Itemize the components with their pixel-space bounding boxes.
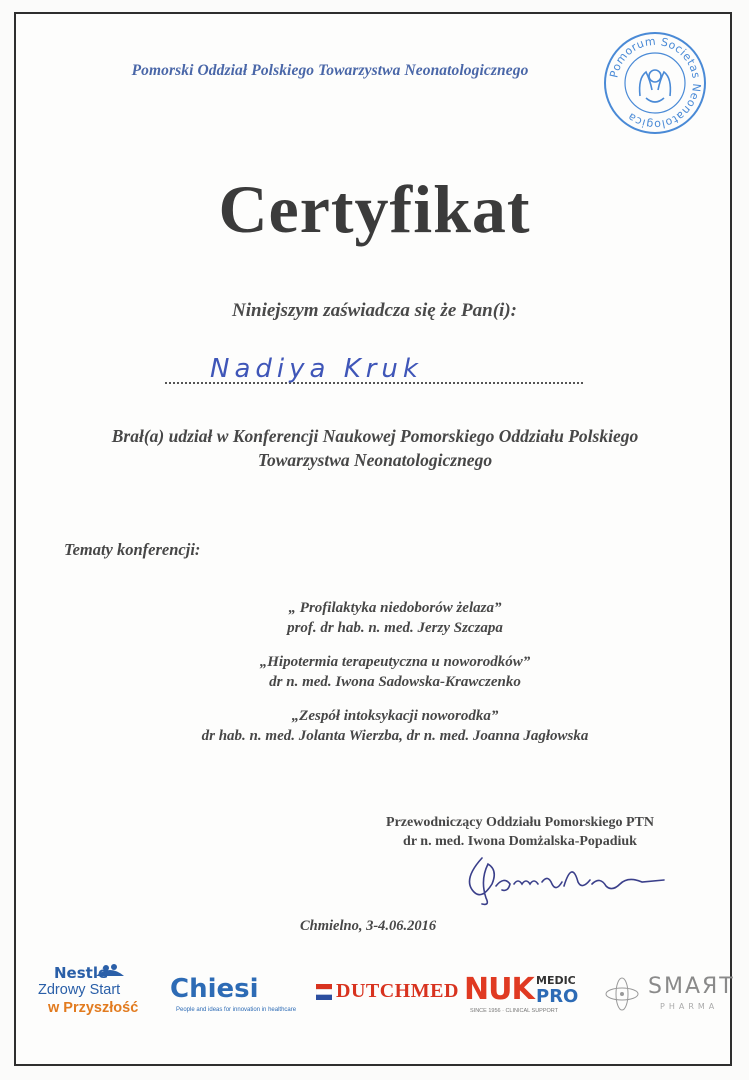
nuk-subtitle: SINCE 1956 · CLINICAL SUPPORT [470,1008,559,1014]
smart-brand: SMAЯT [648,974,735,999]
svg-text:Pomorum Societas Neonatologica [607,35,703,131]
topic-title: „Hipotermia terapeutyczna u noworodków” [259,654,531,670]
topic-title: „ Profilaktyka niedoborów żelaza” [288,600,502,616]
participation-statement [70,424,680,472]
smart-subtitle: PHARMA [660,1002,719,1011]
nuk-pro: PRO [536,986,579,1007]
nuk-medic-pro-logo [464,972,584,1022]
dutchmed-logo [316,980,459,1010]
nestle-line-1: Zdrowy Start [38,982,121,998]
topic-title: „Zespół intoksykacji noworodka” [291,708,499,724]
certify-intro: Niniejszym zaświadcza się że Pan(i): [232,300,517,321]
organization-header: Pomorski Oddział Polskiego Towarzystwa Neonatologicznego [131,62,529,79]
handwritten-signature [452,840,682,910]
chair-name: dr n. med. Iwona Domżalska-Popadiuk [403,834,637,849]
chiesi-logo [170,974,300,1024]
topic-speaker: dr n. med. Iwona Sadowska-Krawczenko [269,674,521,690]
dutchmed-brand: DUTCHMED [336,980,459,1002]
sponsor-logos [30,960,735,1030]
chiesi-brand: Chiesi [170,974,259,1004]
place-and-date: Chmielno, 3-4.06.2016 [300,918,437,934]
smart-pharma-logo [602,974,735,1024]
topic-item [60,652,730,692]
society-seal [600,28,710,138]
chiesi-tagline: People and ideas for innovation in healthcare [176,1007,297,1013]
nestle-line-2: w Przyszłość [48,1000,139,1016]
recipient-name: Nadiya Kruk [210,354,423,384]
topic-speaker: prof. dr hab. n. med. Jerzy Szczapa [287,620,503,636]
participation-line-2: Towarzystwa Neonatologicznego [257,450,493,470]
topic-item [60,706,730,746]
certificate-title: Certyfikat [218,171,531,247]
topics-label: Tematy konferencji: [64,540,201,559]
nuk-brand: NUK [464,972,534,1007]
participation-line-1: Brał(a) udział w Konferencji Naukowej Pomorskiego Oddziału Polskiego [111,426,639,446]
hands-icon [640,70,671,102]
topic-item [60,598,730,638]
atom-icon [602,974,642,1014]
seal-text: Pomorum Societas Neonatologica [607,34,704,132]
dutch-flag-icon [316,984,332,1000]
chair-role: Przewodniczący Oddziału Pomorskiego PTN [386,815,654,830]
nuk-medic: MEDIC [536,974,576,987]
nestle-logo [34,960,144,1026]
topic-speaker: dr hab. n. med. Jolanta Wierzba, dr n. med. Joanna Jagłowska [201,728,589,744]
nestle-brand: Nestlé [54,964,109,982]
